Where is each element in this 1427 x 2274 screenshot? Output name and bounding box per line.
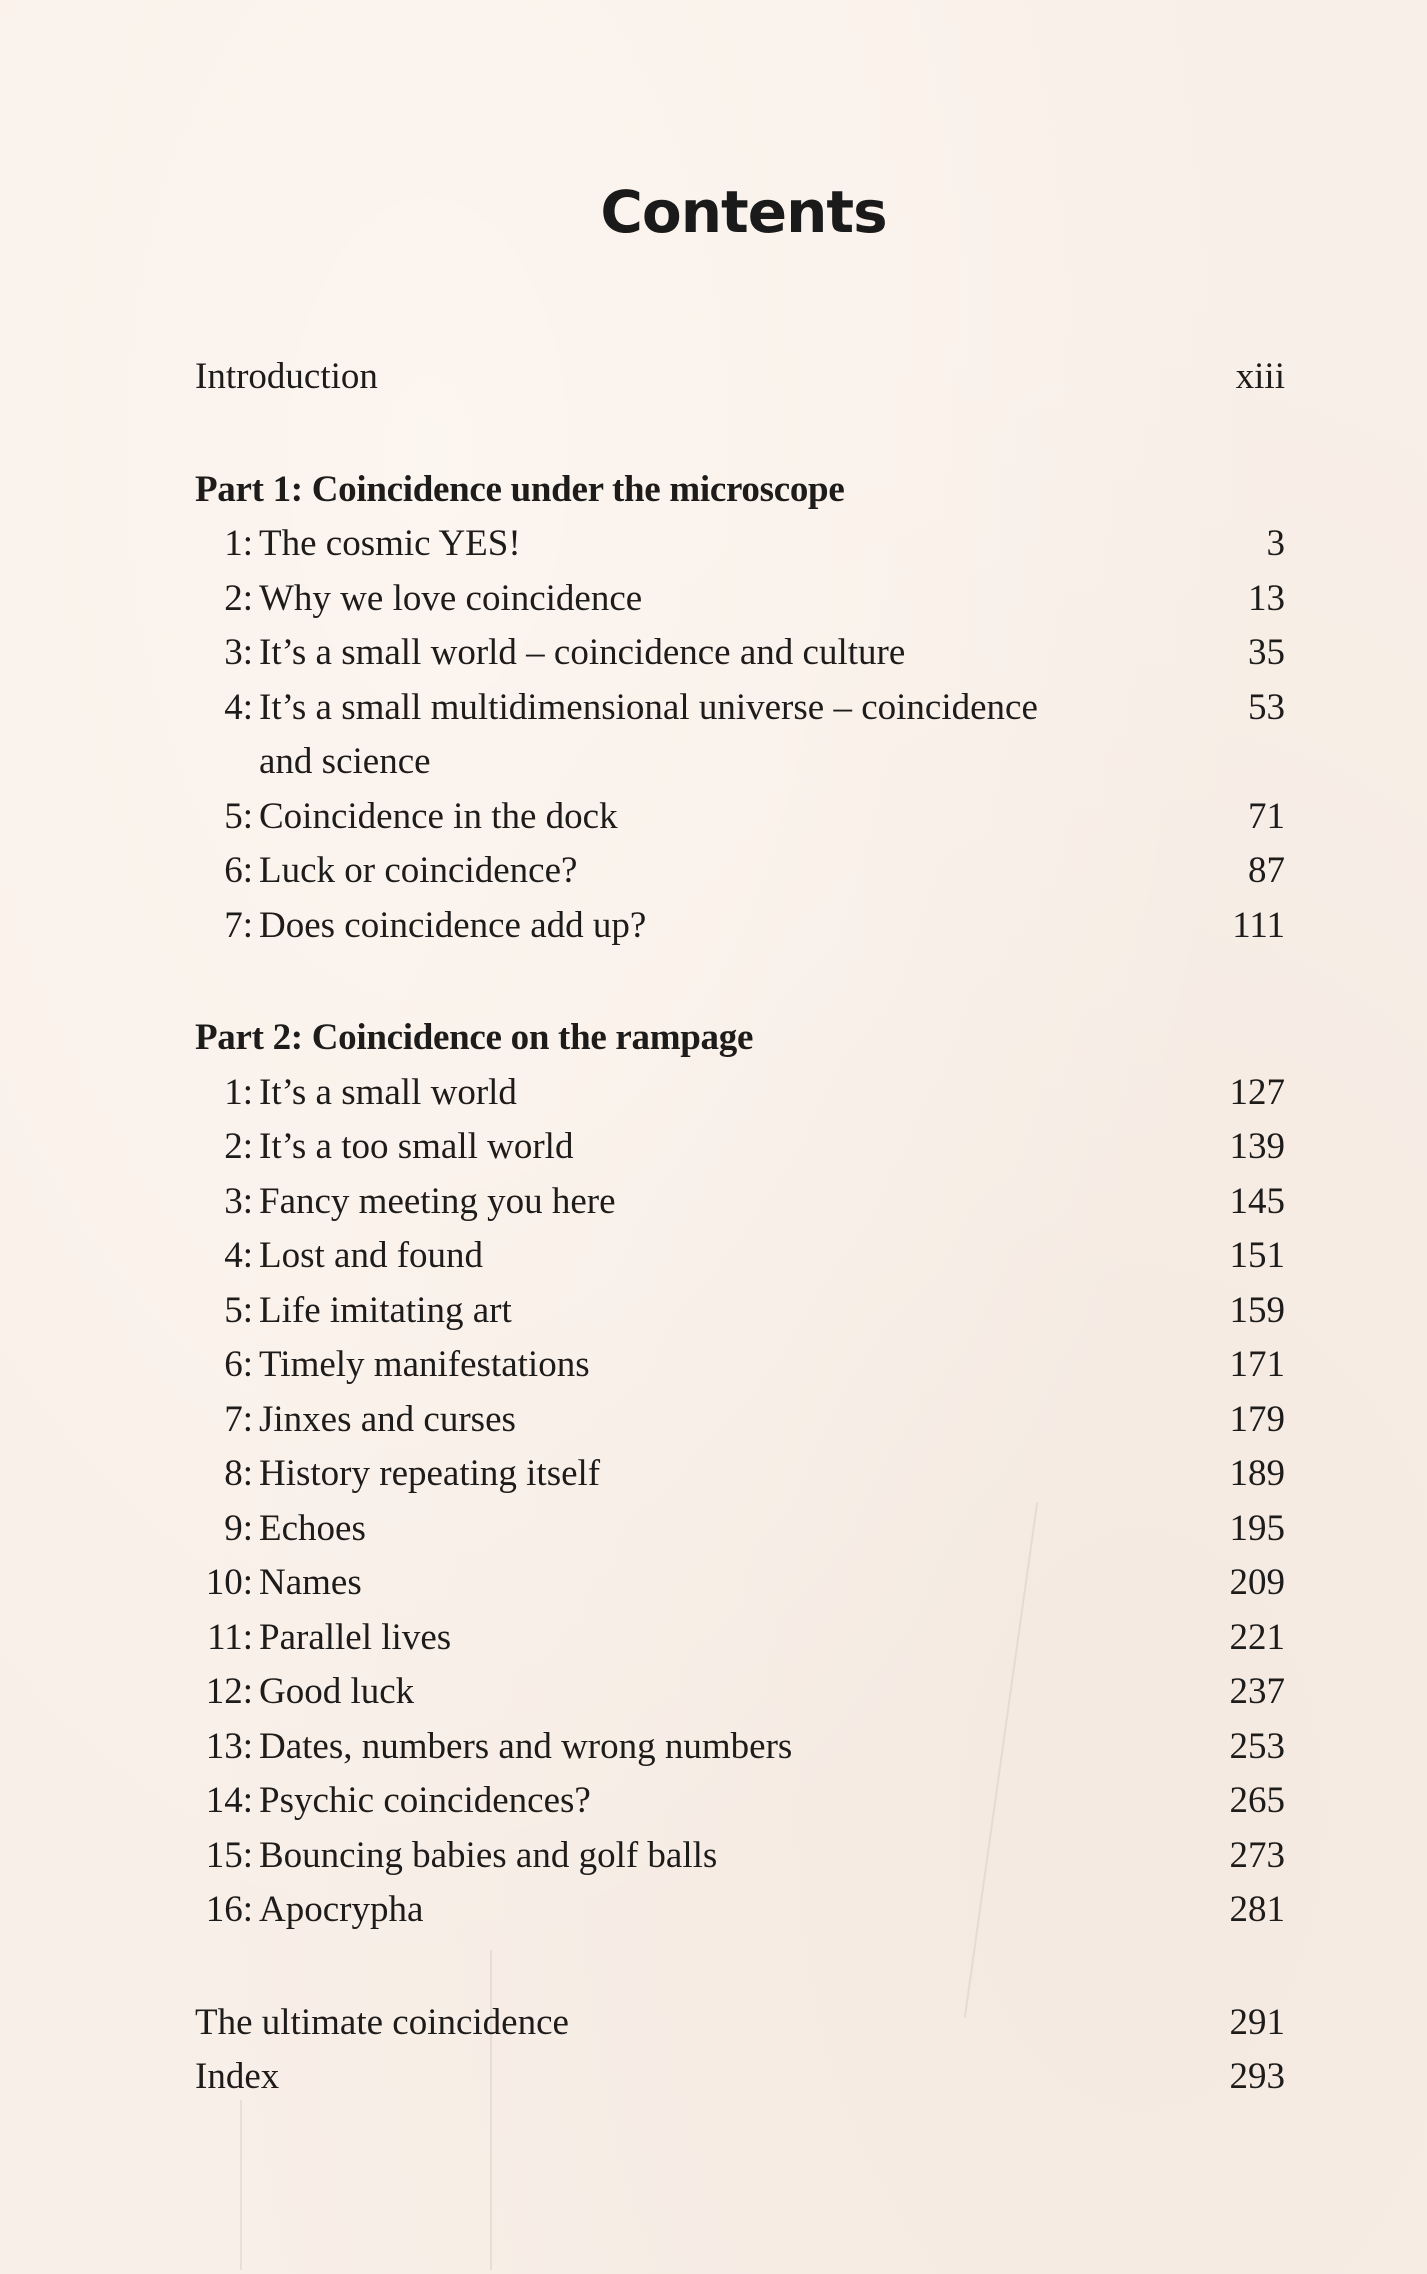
chapter-number: 5: <box>224 1289 253 1331</box>
toc-entry-page: 195 <box>1229 1507 1285 1549</box>
toc-entry-label-block <box>253 681 1165 790</box>
toc-entry-page: 221 <box>1229 1616 1285 1658</box>
toc-entry-label: Jinxes and curses <box>259 1398 516 1440</box>
toc-entry-label: History repeating itself <box>259 1453 601 1494</box>
toc-entry-page: xiii <box>1235 356 1285 397</box>
toc-entry-page: 265 <box>1229 1780 1285 1821</box>
toc-entry-page: 71 <box>1248 795 1285 837</box>
toc-entry-page: 179 <box>1229 1398 1285 1440</box>
toc-entry[interactable] <box>195 1774 1285 1829</box>
toc-entry[interactable] <box>195 1665 1285 1720</box>
toc-entry-page: 159 <box>1229 1289 1285 1331</box>
chapter-number: 7: <box>224 904 253 946</box>
toc-entry-page: 145 <box>1229 1180 1285 1222</box>
chapter-number: 16: <box>205 1889 253 1930</box>
toc-entry-label: Introduction <box>195 356 378 397</box>
chapter-number: 3: <box>224 632 253 673</box>
section-gap <box>195 953 1285 1011</box>
toc-entry-ultimate-coincidence[interactable] <box>195 1996 1285 2051</box>
toc-entry-label: Does coincidence add up? <box>259 904 647 946</box>
toc-entry[interactable] <box>195 1229 1285 1284</box>
toc-entry[interactable] <box>195 681 1285 790</box>
chapter-number: 4: <box>224 1235 253 1276</box>
chapter-number: 3: <box>224 1180 253 1222</box>
chapter-number: 15: <box>205 1834 253 1876</box>
toc-entry[interactable] <box>195 626 1285 681</box>
toc-entry-label: Coincidence in the dock <box>259 795 618 837</box>
toc-entry[interactable] <box>195 1883 1285 1938</box>
toc-entry-label: Bouncing babies and golf balls <box>259 1834 718 1876</box>
toc-entry-page: 189 <box>1229 1453 1285 1494</box>
chapter-number: 12: <box>205 1671 253 1712</box>
toc-entry-page: 3 <box>1266 523 1285 564</box>
toc-entry[interactable] <box>195 1829 1285 1884</box>
toc-entry-page: 273 <box>1229 1834 1285 1876</box>
chapter-number: 13: <box>205 1725 253 1767</box>
toc-entry-label: Lost and found <box>259 1235 484 1276</box>
chapter-number: 6: <box>224 850 253 891</box>
toc-entry-label: Echoes <box>259 1507 366 1549</box>
toc-entry-label: It’s a too small world <box>259 1126 574 1167</box>
toc-entry[interactable] <box>195 1284 1285 1339</box>
toc-entry[interactable] <box>195 899 1285 954</box>
chapter-number: 1: <box>224 1071 253 1113</box>
toc-entry-page: 35 <box>1248 632 1285 673</box>
toc-entry-label: Good luck <box>259 1671 415 1712</box>
toc-entry[interactable] <box>195 1175 1285 1230</box>
toc-entry-page: 253 <box>1229 1725 1285 1767</box>
toc-entry-page: 293 <box>1229 2056 1285 2097</box>
toc-entry[interactable] <box>195 1447 1285 1502</box>
toc-entry[interactable] <box>195 1720 1285 1775</box>
toc-entry-label: Luck or coincidence? <box>259 850 578 891</box>
part-1-heading: Part 1: Coincidence under the microscope <box>195 468 845 510</box>
toc-entry[interactable] <box>195 1611 1285 1666</box>
toc-entry-label: It’s a small world – coincidence and culture <box>259 632 906 673</box>
toc-entry-page: 291 <box>1229 2001 1285 2043</box>
chapter-number: 2: <box>224 577 253 619</box>
toc-entry-label: Dates, numbers and wrong numbers <box>259 1725 793 1767</box>
toc-entry[interactable] <box>195 1393 1285 1448</box>
toc-entry-label: Parallel lives <box>259 1616 452 1658</box>
toc-entry-label: Names <box>259 1562 362 1603</box>
toc-entry-label: Life imitating art <box>259 1289 512 1331</box>
paper-scratch <box>240 2100 242 2270</box>
part-2-heading: Part 2: Coincidence on the rampage <box>195 1017 754 1058</box>
section-gap <box>195 405 1285 463</box>
chapter-number: 6: <box>224 1344 253 1385</box>
toc-entry-page: 237 <box>1229 1671 1285 1712</box>
toc-entry[interactable] <box>195 1502 1285 1557</box>
toc-entry-label: Timely manifestations <box>259 1344 590 1385</box>
toc-entry-page: 139 <box>1229 1126 1285 1167</box>
toc-entry[interactable] <box>195 1120 1285 1175</box>
chapter-number: 5: <box>224 795 253 837</box>
toc-entry-label: Psychic coincidences? <box>259 1780 591 1821</box>
toc-entry-page: 53 <box>1248 686 1285 728</box>
toc-entry-label: Fancy meeting you here <box>259 1180 616 1222</box>
toc-entry-label: It’s a small world <box>259 1071 517 1113</box>
toc-entry-label: Apocrypha <box>259 1889 424 1930</box>
toc-entry[interactable] <box>195 844 1285 899</box>
chapter-number: 8: <box>224 1453 253 1494</box>
toc-entry-label: It’s a small multidimensional universe – coincidence <box>259 686 1038 728</box>
toc-entry-page: 151 <box>1229 1235 1285 1276</box>
toc-entry-label: Index <box>195 2056 280 2097</box>
toc-entry-label-continuation: and science <box>259 741 431 782</box>
page-title: Contents <box>600 178 887 246</box>
chapter-number: 2: <box>224 1126 253 1167</box>
toc-entry[interactable] <box>195 790 1285 845</box>
chapter-number: 4: <box>224 686 253 728</box>
toc-entry[interactable] <box>195 517 1285 572</box>
toc-entry-page: 127 <box>1229 1071 1285 1113</box>
chapter-number: 11: <box>207 1616 253 1658</box>
toc-entry-label: The ultimate coincidence <box>195 2001 569 2043</box>
toc-entry[interactable] <box>195 1338 1285 1393</box>
chapter-number: 1: <box>224 523 253 564</box>
chapter-number: 14: <box>205 1780 253 1821</box>
chapter-number: 7: <box>224 1398 253 1440</box>
table-of-contents <box>195 350 1285 2105</box>
chapter-number: 9: <box>224 1507 253 1549</box>
section-gap <box>195 1938 1285 1996</box>
toc-entry-page: 111 <box>1232 904 1285 946</box>
toc-entry-label: Why we love coincidence <box>259 577 643 619</box>
toc-entry-page: 87 <box>1248 850 1285 891</box>
chapter-number: 10: <box>205 1562 253 1603</box>
toc-entry[interactable] <box>195 1066 1285 1121</box>
toc-entry[interactable] <box>195 1556 1285 1611</box>
toc-entry-index[interactable] <box>195 2050 1285 2105</box>
toc-entry-page: 209 <box>1229 1562 1285 1603</box>
toc-entry-label: The cosmic YES! <box>259 523 521 564</box>
toc-entry-introduction[interactable] <box>195 350 1285 405</box>
toc-entry-page: 171 <box>1229 1344 1285 1385</box>
toc-entry[interactable] <box>195 572 1285 627</box>
toc-entry-page: 13 <box>1248 577 1285 619</box>
toc-entry-page: 281 <box>1229 1889 1285 1930</box>
